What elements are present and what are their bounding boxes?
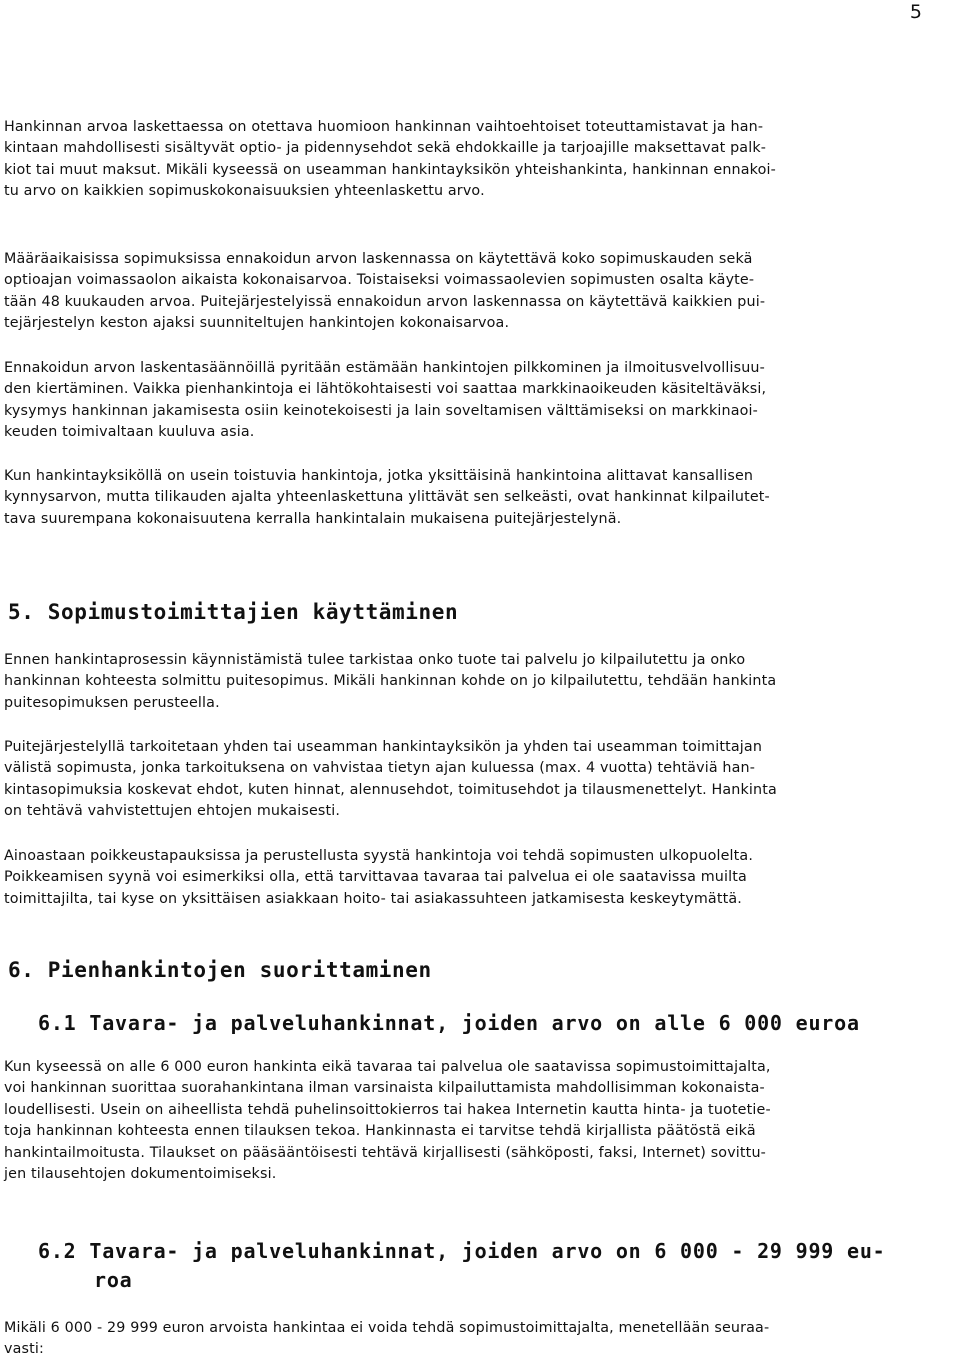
text-line: Kun kyseessä on alle 6 000 euron hankinta eikä tavaraa tai palvelua ole saatavissa sopimustoimittajalta, <box>4 1059 771 1075</box>
text-line: Poikkeamisen syynä voi esimerkiksi olla, että tarvittavaa tavaraa tai palvelua ei ole saatavissa muilta <box>4 869 747 886</box>
text-line: tava suurempana kokonaisuutena kerralla hankintalain mukaisena puitejärjestelynä. <box>4 510 622 527</box>
text-line: Puitejärjestelyllä tarkoitetaan yhden tai useamman hankintayksikön ja yhden tai useamman toimittajan <box>4 739 763 755</box>
paragraph-fixed-term-contracts <box>4 249 950 335</box>
heading-line: roa <box>94 1268 133 1292</box>
heading-section-5: 5. Sopimustoimittajien käyttäminen <box>8 600 459 624</box>
text-line: Hankinnan arvoa laskettaessa on otettava huomioon hankinnan vaihtoehtoiset toteuttamistavat ja han- <box>4 119 764 135</box>
text-line: kysymys hankinnan jakamisesta osiin keinotekoisesti ja lain soveltamisen välttämiseksi on markkinaoi- <box>4 402 758 419</box>
paragraph-calculation-rules <box>4 358 950 444</box>
text-line: tään 48 kuukauden arvoa. Puitejärjestelyissä ennakoidun arvon laskennassa on käytettävä kaikkien pui- <box>4 293 766 310</box>
text-line: kiot tai muut maksut. Mikäli kyseessä on useamman hankintayksikön yhteishankinta, hankinnan ennakoi- <box>4 161 776 178</box>
paragraph-6000-29999 <box>4 1318 950 1361</box>
text-line: tejärjestelyn keston ajaksi suunniteltujen hankintojen kokonaisarvoa. <box>4 315 510 332</box>
text-line: hankintailmoitusta. Tilaukset on pääsääntöisesti tehtävä kirjallisesti (sähköposti, faksi, Internet) sovittu- <box>4 1144 766 1161</box>
page-number: 5 <box>909 1 922 23</box>
text-line: tu arvo on kaikkien sopimuskokonaisuuksien yhteenlaskettu arvo. <box>4 183 485 200</box>
heading-line: 6.2 Tavara- ja palveluhankinnat, joiden arvo on 6 000 - 29 999 eu- <box>38 1239 886 1263</box>
text-line: Ennakoidun arvon laskentasäännöillä pyritään estämään hankintojen pilkkominen ja ilmoitusvelvollisuu- <box>4 360 765 376</box>
text-line: keuden toimivaltaan kuuluva asia. <box>4 424 255 441</box>
text-line: hankinnan kohteesta solmittu puitesopimus. Mikäli hankinnan kohde on jo kilpailutettu, tehdään hankinta <box>4 673 777 690</box>
text-line: välistä sopimusta, jonka tarkoituksena on vahvistaa tietyn ajan kuluessa (max. 4 vuotta) tehtäviä han- <box>4 760 756 777</box>
text-line: den kiertäminen. Vaikka pienhankintoja ei lähtökohtaisesti voi saattaa markkinaoikeuden käsiteltäväksi, <box>4 381 767 398</box>
text-line: voi hankinnan suorittaa suorahankintana ilman varsinaista kilpailuttamista mahdollisimman kokonaista- <box>4 1080 765 1097</box>
text-line: Ainoastaan poikkeustapauksissa ja perustellusta syystä hankintoja voi tehdä sopimusten ulkopuolelta. <box>4 848 754 864</box>
text-line: kynnysarvon, mutta tilikauden ajalta yhteenlaskettuna ylittävät sen selkeästi, ovat hankinnat kilpailutet- <box>4 489 770 506</box>
heading-section-6: 6. Pienhankintojen suorittaminen <box>8 958 432 982</box>
paragraph-under-6000 <box>4 1057 950 1185</box>
paragraph-framework-agreement <box>4 737 950 823</box>
text-line: vasti: <box>4 1341 44 1358</box>
paragraph-estimated-value <box>4 117 950 203</box>
text-line: Kun hankintayksiköllä on usein toistuvia hankintoja, jotka yksittäisinä hankintoina alittavat kansallisen <box>4 468 754 484</box>
text-line: on tehtävä vahvistettujen ehtojen mukaisesti. <box>4 803 341 820</box>
text-line: jen tilausehtojen dokumentoimiseksi. <box>4 1166 277 1183</box>
paragraph-before-procurement <box>4 650 950 714</box>
text-line: kintaan mahdollisesti sisältyvät optio- ja pidennysehdot sekä ehdokkaille ja tarjoajille maksettavat palk- <box>4 140 767 157</box>
text-line: toimittajilta, tai kyse on yksittäisen asiakkaan hoito- tai asiakassuhteen jatkamisesta keskeytymättä. <box>4 890 742 907</box>
text-line: Ennen hankintaprosessin käynnistämistä tulee tarkistaa onko tuote tai palvelu jo kilpailutettu ja onko <box>4 652 746 668</box>
text-line: kintasopimuksia koskevat ehdot, kuten hinnat, alennusehdot, toimitusehdot ja tilausmenettelyt. Hankinta <box>4 781 777 798</box>
paragraph-exceptions <box>4 846 950 910</box>
text-line: loudellisesti. Usein on aiheellista tehdä puhelinsoittokierros tai hakea Internetin kautta hinta- ja tuotetie- <box>4 1101 771 1118</box>
text-line: Mikäli 6 000 - 29 999 euron arvoista hankintaa ei voida tehdä sopimustoimittajalta, menetellään seuraa- <box>4 1320 770 1336</box>
text-line: Määräaikaisissa sopimuksissa ennakoidun arvon laskennassa on käytettävä koko sopimuskauden sekä <box>4 251 753 267</box>
text-line: puitesopimuksen perusteella. <box>4 694 220 711</box>
heading-section-6-1: 6.1 Tavara- ja palveluhankinnat, joiden arvo on alle 6 000 euroa <box>38 1011 860 1035</box>
heading-section-6-2 <box>38 1237 886 1295</box>
paragraph-recurring-procurements <box>4 466 950 530</box>
text-line: optioajan voimassaolon aikaista kokonaisarvoa. Toistaiseksi voimassaolevien sopimusten osalta käyte- <box>4 272 755 289</box>
text-line: toja hankinnan kohteesta ennen tilauksen tekoa. Hankinnasta ei tarvitse tehdä kirjallista päätöstä eikä <box>4 1123 756 1140</box>
